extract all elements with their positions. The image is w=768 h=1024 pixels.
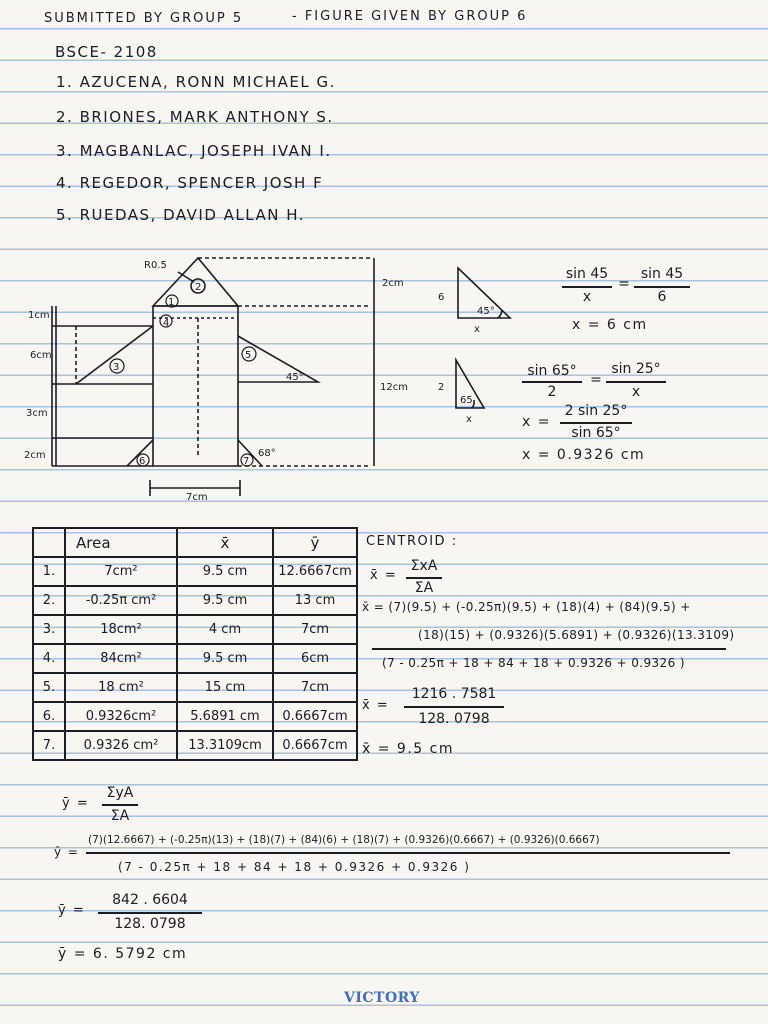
xbar-frac-lhs: x̄ = xyxy=(362,698,390,713)
member-1: 1. AZUCENA, RONN MICHAEL G. xyxy=(56,73,336,91)
eq2-num-right: sin 25° xyxy=(611,361,661,377)
xbar-cell: 4 cm xyxy=(177,615,273,644)
ybar-frac-bar xyxy=(98,912,202,914)
part-4-label: 4 xyxy=(163,318,170,329)
figure-given-text: - FIGURE GIVEN BY GROUP 6 xyxy=(292,9,528,24)
row-index: 2. xyxy=(33,586,65,615)
eq2-x-den: sin 65° xyxy=(571,425,621,441)
xbar-cell: 13.3109cm xyxy=(177,731,273,760)
eq1-num-left: sin 45 xyxy=(565,266,609,282)
eq1-result: x = 6 cm xyxy=(572,317,648,333)
centroid-title: CENTROID : xyxy=(366,534,458,549)
eq2-den-left: 2 xyxy=(547,384,557,400)
member-5: 5. RUEDAS, DAVID ALLAN H. xyxy=(56,206,306,224)
eq2-den-right: x xyxy=(631,384,641,400)
ybar-def-lhs: ȳ = xyxy=(62,796,90,811)
xbar-result: x̄ = 9.5 cm xyxy=(362,741,454,757)
radius-label: R0.5 xyxy=(144,260,167,271)
triangle2-angle: 65 xyxy=(460,395,473,406)
eq1-equals: = xyxy=(618,276,630,292)
row-index: 4. xyxy=(33,644,65,673)
ybar-frac-num: 842 . 6604 xyxy=(112,892,188,908)
table-row xyxy=(33,731,357,760)
ybar-frac-den: 128. 0798 xyxy=(114,916,186,932)
angle-45-label: 45° xyxy=(286,372,304,383)
eq1-den-left: x xyxy=(582,289,592,305)
section-text: BSCE- 2108 xyxy=(55,43,158,61)
dim-2cm-left: 2cm xyxy=(24,450,46,461)
ybar-expand-lhs: ȳ = xyxy=(54,845,80,859)
ybar-result: ȳ = 6. 5792 cm xyxy=(58,946,188,962)
col-area-header: Area xyxy=(65,528,177,557)
angle-68-label: 68° xyxy=(258,448,276,459)
triangle1-angle: 45° xyxy=(477,306,495,317)
xbar-def-bar xyxy=(406,577,442,579)
table-header-row xyxy=(33,528,357,557)
ybar-cell: 0.6667cm xyxy=(273,731,357,760)
row-index: 1. xyxy=(33,557,65,586)
table-row xyxy=(33,586,357,615)
xbar-frac-num: 1216 . 7581 xyxy=(411,686,497,702)
area-cell: 0.9326 cm² xyxy=(65,731,177,760)
member-4: 4. REGEDOR, SPENCER JOSH F xyxy=(56,174,324,192)
eq1-den-right: 6 xyxy=(657,289,667,305)
col-xbar-header: x̄ xyxy=(177,528,273,557)
submitted-by-text: SUBMITTED BY GROUP 5 xyxy=(44,11,244,26)
ybar-expand-num: (7)(12.6667) + (-0.25π)(13) + (18)(7) + (84)(6) + (18)(7) + (0.9326)(0.6667) + (0.9326)(0.6667) xyxy=(88,834,600,846)
table-row xyxy=(33,644,357,673)
eq1-bar-right xyxy=(634,286,690,288)
brand-logo: VICTORY xyxy=(344,990,420,1006)
dim-6cm: 6cm xyxy=(30,350,52,361)
ybar-frac-lhs: ȳ = xyxy=(58,903,86,918)
eq2-bar-left xyxy=(522,381,582,383)
dim-3cm: 3cm xyxy=(26,408,48,419)
row-index: 7. xyxy=(33,731,65,760)
area-cell: 0.9326cm² xyxy=(65,702,177,731)
dim-12cm: 12cm xyxy=(380,382,408,393)
triangle-sketches xyxy=(420,260,520,430)
row-index: 5. xyxy=(33,673,65,702)
dim-1cm: 1cm xyxy=(28,310,50,321)
ybar-cell: 7cm xyxy=(273,673,357,702)
xbar-cell: 9.5 cm xyxy=(177,644,273,673)
ybar-def-bar xyxy=(102,804,138,806)
ybar-cell: 6cm xyxy=(273,644,357,673)
triangle1-side: 6 xyxy=(438,292,445,303)
eq1-bar-left xyxy=(562,286,612,288)
eq2-num-left: sin 65° xyxy=(527,363,577,379)
area-cell: 7cm² xyxy=(65,557,177,586)
xbar-def-lhs: x̄ = xyxy=(370,568,398,583)
eq2-result: x = 0.9326 cm xyxy=(522,447,646,463)
ybar-cell: 13 cm xyxy=(273,586,357,615)
xbar-expand-den: (7 - 0.25π + 18 + 84 + 18 + 0.9326 + 0.9326 ) xyxy=(382,656,685,670)
table-row xyxy=(33,702,357,731)
ybar-expand-den: (7 - 0.25π + 18 + 84 + 18 + 0.9326 + 0.9326 ) xyxy=(118,860,471,874)
triangle2-side: 2 xyxy=(438,382,445,393)
col-ybar-header: ȳ xyxy=(273,528,357,557)
eq2-equals: = xyxy=(590,372,602,388)
xbar-frac-bar xyxy=(404,706,504,708)
xbar-cell: 5.6891 cm xyxy=(177,702,273,731)
table-row xyxy=(33,673,357,702)
dim-2cm-top: 2cm xyxy=(382,278,404,289)
eq2-bar-right xyxy=(606,381,666,383)
xbar-expand-bar xyxy=(372,648,726,650)
ybar-cell: 7cm xyxy=(273,615,357,644)
xbar-frac-den: 128. 0798 xyxy=(418,711,490,727)
eq2-x-bar xyxy=(560,422,632,424)
row-index: 6. xyxy=(33,702,65,731)
table-row xyxy=(33,557,357,586)
xbar-cell: 9.5 cm xyxy=(177,557,273,586)
eq2-x-num: 2 sin 25° xyxy=(564,403,628,419)
part-2-label: 2 xyxy=(195,282,202,293)
composite-figure xyxy=(0,248,420,508)
triangle2-x: x xyxy=(466,414,472,425)
xbar-cell: 9.5 cm xyxy=(177,586,273,615)
part-3-label: 3 xyxy=(113,362,120,373)
area-centroid-table xyxy=(32,527,358,761)
part-1-label: 1 xyxy=(168,297,175,308)
table-row xyxy=(33,615,357,644)
ybar-cell: 12.6667cm xyxy=(273,557,357,586)
ybar-def-den: ΣA xyxy=(110,808,130,824)
triangle1-x: x xyxy=(474,324,480,335)
member-2: 2. BRIONES, MARK ANTHONY S. xyxy=(56,108,334,126)
row-index: 3. xyxy=(33,615,65,644)
part-6-label: 6 xyxy=(139,456,146,467)
xbar-expand-line2: (18)(15) + (0.9326)(5.6891) + (0.9326)(13.3109) xyxy=(418,628,735,642)
area-cell: 84cm² xyxy=(65,644,177,673)
eq2-x-eq: x = xyxy=(522,414,551,430)
xbar-def-num: ΣxA xyxy=(410,558,438,574)
xbar-expand-line1: x̄ = (7)(9.5) + (-0.25π)(9.5) + (18)(4) + (84)(9.5) + xyxy=(362,600,691,614)
part-5-label: 5 xyxy=(245,350,252,361)
ybar-def-num: ΣyA xyxy=(106,785,134,801)
xbar-cell: 15 cm xyxy=(177,673,273,702)
ybar-cell: 0.6667cm xyxy=(273,702,357,731)
xbar-def-den: ΣA xyxy=(414,580,434,596)
area-cell: 18 cm² xyxy=(65,673,177,702)
col-index-header xyxy=(33,528,65,557)
member-3: 3. MAGBANLAC, JOSEPH IVAN I. xyxy=(56,142,332,160)
dim-7cm: 7cm xyxy=(186,492,208,503)
part-7-label: 7 xyxy=(243,456,250,467)
eq1-num-right: sin 45 xyxy=(640,266,684,282)
ybar-expand-bar xyxy=(86,852,730,854)
area-cell: -0.25π cm² xyxy=(65,586,177,615)
area-cell: 18cm² xyxy=(65,615,177,644)
